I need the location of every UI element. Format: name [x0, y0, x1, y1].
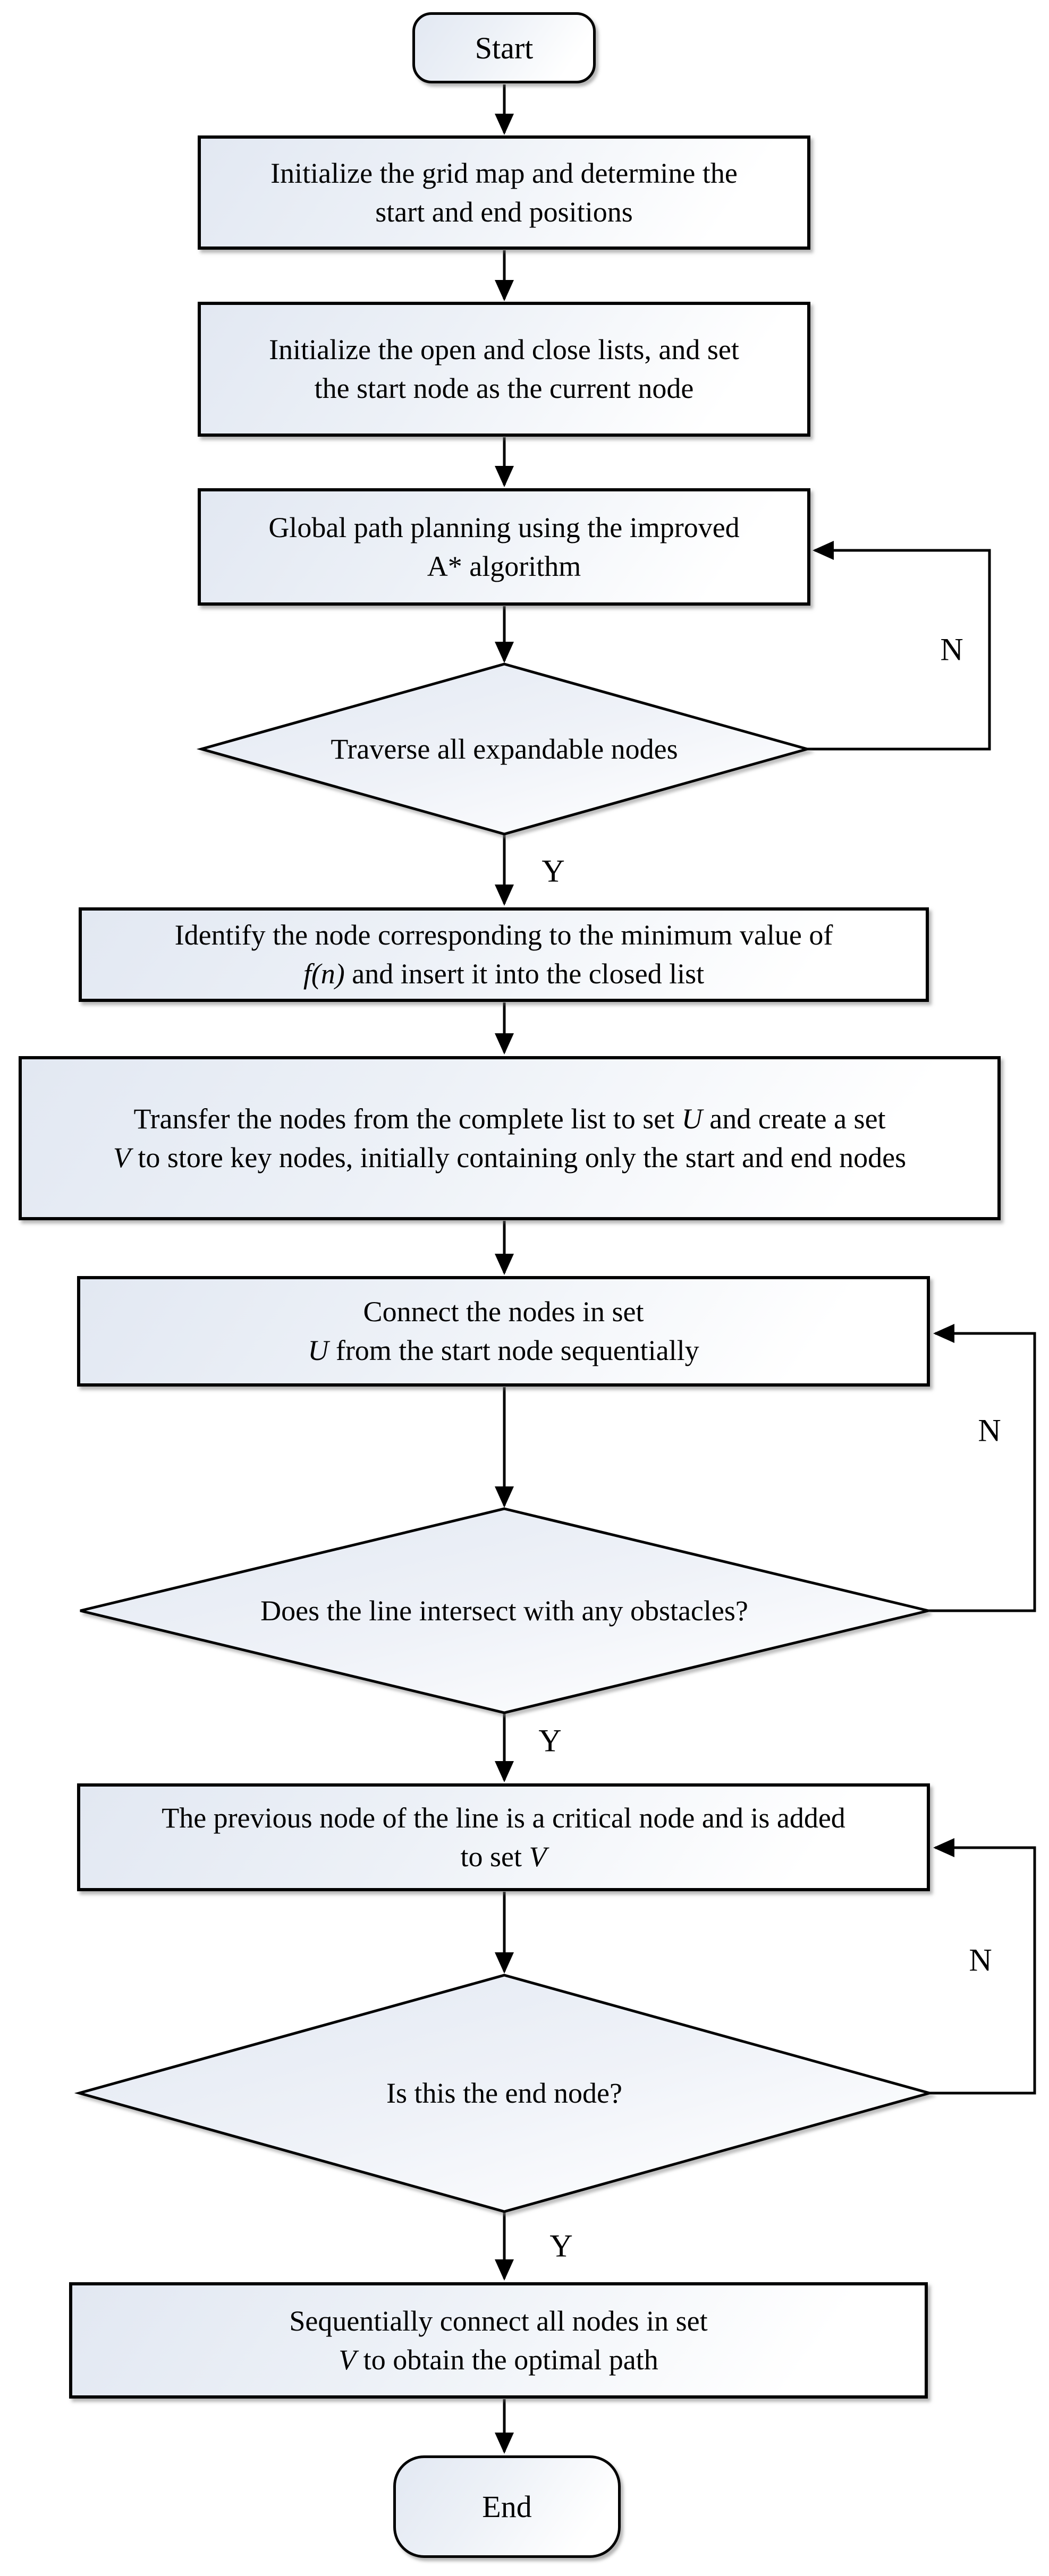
text-segment-italic: V — [113, 1141, 131, 1174]
decision-end-node-label: Is this the end node? — [386, 2077, 622, 2109]
edge-label-traverse-yes: Y — [542, 853, 565, 889]
text-segment: to obtain the optimal path — [356, 2343, 658, 2376]
text-segment: Global path planning using the improved — [268, 511, 740, 543]
text-line — [269, 330, 739, 369]
process-optimal-path — [69, 2282, 928, 2399]
text-segment: Transfer the nodes from the complete list to set — [133, 1102, 682, 1135]
process-initialize-grid — [198, 135, 810, 250]
process-initialize-lists — [198, 302, 810, 437]
text-segment: Initialize the grid map and determine the — [270, 157, 738, 189]
text-segment: to store key nodes, initially containing only the start and end nodes — [130, 1141, 907, 1174]
process-global-planning — [198, 488, 810, 606]
text-line — [113, 1138, 906, 1177]
text-line — [308, 1331, 699, 1370]
text-segment: the start node as the current node — [314, 372, 694, 404]
text-segment: Identify the node corresponding to the minimum value of — [174, 919, 833, 951]
text-segment-italic: U — [308, 1334, 329, 1366]
edge-label-endnode-yes: Y — [549, 2228, 573, 2264]
start-label: Start — [475, 30, 534, 65]
text-segment: from the start node sequentially — [328, 1334, 699, 1366]
text-segment-italic: f(n) — [303, 958, 345, 990]
edge-label-endnode-no: N — [969, 1942, 992, 1978]
edge-label-intersect-yes: Y — [538, 1723, 562, 1758]
text-line — [268, 508, 739, 547]
text-segment: Initialize the open and close lists, and set — [269, 334, 739, 365]
edge-label-traverse-no: N — [940, 632, 963, 667]
text-line — [270, 154, 738, 193]
text-line — [289, 2302, 707, 2341]
text-line — [315, 369, 694, 408]
process-connect-nodes — [77, 1276, 930, 1387]
text-line — [363, 1293, 644, 1331]
decision-intersect-obstacles-label: Does the line intersect with any obstacles? — [260, 1595, 748, 1627]
edge-intersect-no-loop — [928, 1333, 1035, 1611]
text-segment: start and end positions — [375, 195, 633, 228]
text-line — [133, 1100, 885, 1138]
text-line — [427, 547, 581, 586]
process-identify-min-node — [79, 907, 929, 1002]
decision-traverse-nodes-label: Traverse all expandable nodes — [331, 733, 678, 765]
process-critical-node — [77, 1783, 930, 1891]
text-segment: and create a set — [702, 1102, 886, 1135]
text-segment: and insert it into the closed list — [344, 958, 705, 990]
text-segment: A* algorithm — [427, 550, 581, 582]
text-segment-italic: V — [529, 1840, 547, 1873]
text-line — [375, 193, 632, 232]
text-segment-italic: U — [681, 1102, 703, 1135]
end-label: End — [482, 2489, 532, 2524]
text-line — [339, 2341, 658, 2379]
text-line — [461, 1838, 547, 1876]
text-line — [162, 1799, 845, 1838]
text-segment: The previous node of the line is a critical node and is added — [162, 1801, 845, 1834]
process-transfer-sets — [19, 1056, 1001, 1220]
text-segment-italic: V — [339, 2343, 357, 2376]
terminator-start — [412, 12, 596, 83]
text-line — [303, 955, 704, 993]
terminator-end — [393, 2455, 621, 2558]
text-line — [175, 916, 833, 955]
edge-label-intersect-no: N — [978, 1413, 1001, 1448]
text-segment: Sequentially connect all nodes in set — [289, 2305, 708, 2337]
text-segment: to set — [460, 1840, 529, 1873]
text-segment: Connect the nodes in set — [363, 1296, 644, 1328]
